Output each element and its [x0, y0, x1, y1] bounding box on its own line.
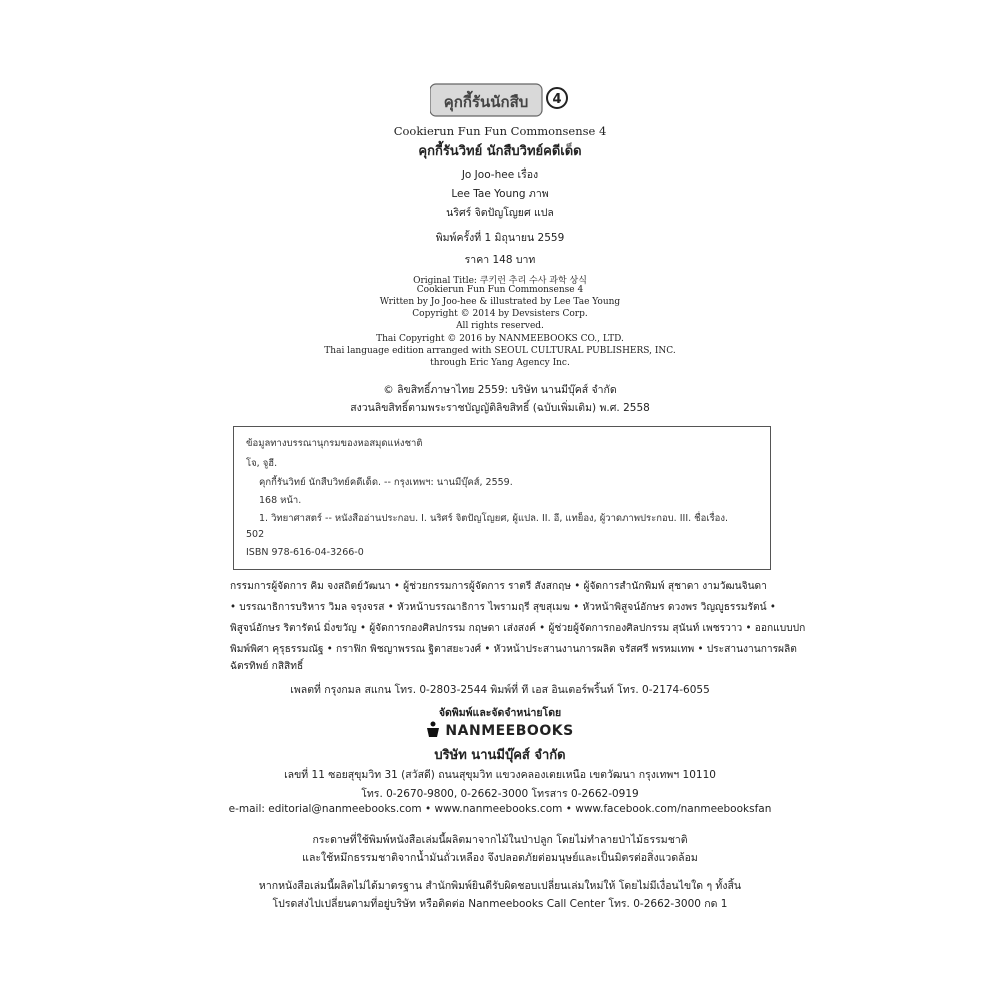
cip-pages: 168 หน้า. [259, 495, 302, 506]
original-series: Cookierun Fun Fun Commonsense 4 [416, 285, 584, 295]
cip-box [233, 426, 771, 570]
price: ราคา 148 บาท [464, 254, 536, 266]
thai-copyright: Thai Copyright © 2016 by NANMEEBOOKS CO., LTD. [376, 334, 624, 344]
distributor-label: จัดพิมพ์และจัดจำหน่ายโดย [438, 707, 562, 719]
cookierun-logo [430, 76, 570, 120]
rights-reserved: All rights reserved. [456, 321, 544, 331]
cip-author: โจ, จูฮี. [246, 458, 278, 469]
nanmeebooks-logo [0, 720, 1000, 740]
original-copyright: Copyright © 2014 by Devsisters Corp. [412, 309, 588, 319]
staff-line: • บรรณาธิการบริหาร วิมล จรุงจรส • หัวหน้าบรรณาธิการ ไพรามฤรี สุขสุเมฆ • หัวหน้าพิสูจน์อักษร ดวงพร วิญญูธรรมรัตน์ • [230, 602, 776, 613]
brand-name: NANMEEBOOKS [445, 723, 574, 739]
nanmeebooks-mark-icon [426, 721, 440, 737]
company-web: e-mail: editorial@nanmeebooks.com • www.nanmeebooks.com • www.facebook.com/nanmeebooksfan [228, 803, 772, 815]
thai-edition: Thai language edition arranged with SEOUL CULTURAL PUBLISHERS, INC. [324, 346, 676, 356]
book-title-th: คุกกี้รันวิทย์ นักสืบวิทย์คดีเด็ด [418, 144, 582, 159]
staff-line: กรรมการผู้จัดการ คิม จงสถิตย์วัฒนา • ผู้ช่วยกรรมการผู้จัดการ ราตรี สังสกฤษ • ผู้จัดการสำนักพิมพ์ สุชาดา งามวัฒนจินดา [230, 581, 767, 592]
company-name: บริษัท นานมีบุ๊คส์ จำกัด [434, 748, 566, 763]
logo-text: คุกกี้รันนักสืบ [443, 93, 529, 111]
paper-note-1: กระดาษที่ใช้พิมพ์หนังสือเล่มนี้ผลิตมาจากไม้ในป่าปลูก โดยไม่ทำลายป่าไม้ธรรมชาติ [312, 834, 688, 846]
defect-note-2: โปรดส่งไปเปลี่ยนตามที่อยู่บริษัท หรือติดต่อ Nanmeebooks Call Center โทร. 0-2662-3000 กด 1 [272, 898, 728, 910]
cip-heading: ข้อมูลทางบรรณานุกรมของหอสมุดแห่งชาติ [246, 438, 423, 449]
series-title-en: Cookierun Fun Fun Commonsense 4 [393, 124, 607, 138]
volume-number: 4 [552, 92, 562, 107]
original-title: Original Title: 쿠키런 추리 수사 과학 상식 [413, 276, 587, 286]
copyright-th-2: สงวนลิขสิทธิ์ตามพระราชบัญญัติลิขสิทธิ์ (ฉบับเพิ่มเติม) พ.ศ. 2558 [350, 402, 650, 414]
company-address: เลขที่ 11 ซอยสุขุมวิท 31 (สวัสดี) ถนนสุขุมวิท แขวงคลองเตยเหนือ เขตวัฒนา กรุงเทพฯ 10110 [284, 769, 716, 781]
staff-line: พิมพ์พิศา คุรุธรรมณัฐ • กราฟิก พิชญาพรรณ ฐิตาสยะวงศ์ • หัวหน้าประสานงานการผลิต จรัสศรี พรหมเทพ • ประสานงานการผลิต [230, 644, 797, 655]
copyright-th-1: © ลิขสิทธิ์ภาษาไทย 2559: บริษัท นานมีบุ๊คส์ จำกัด [383, 384, 617, 396]
translator-credit: นริศร์ จิตปัญโญยศ แปล [446, 207, 554, 219]
agency: through Eric Yang Agency Inc. [430, 358, 570, 368]
cip-title: คุกกี้รันวิทย์ นักสืบวิทย์คดีเด็ด. -- กรุงเทพฯ: นานมีบุ๊คส์, 2559. [259, 477, 513, 488]
printers-info: เพลตที่ กรุงกมล สแกน โทร. 0-2803-2544 พิมพ์ที่ ที เอส อินเตอร์พริ้นท์ โทร. 0-2174-6055 [290, 684, 710, 696]
staff-line: พิสูจน์อักษร ริตารัตน์ มิ่งขวัญ • ผู้จัดการกองศิลปกรรม กฤษดา เส่งสงค์ • ผู้ช่วยผู้จัดการกองศิลปกรรม สุนันท์ เพชรวาว • ออกแบบปก [230, 623, 806, 634]
paper-note-2: และใช้หมึกธรรมชาติจากน้ำมันถั่วเหลือง จึงปลอดภัยต่อมนุษย์และเป็นมิตรต่อสิ่งแวดล้อม [302, 852, 698, 864]
cip-subjects: 1. วิทยาศาสตร์ -- หนังสืออ่านประกอบ. I. นริศร์ จิตปัญโญยศ, ผู้แปล. II. อี, แทย็อง, ผู้วาดภาพประกอบ. III. ชื่อเรื่อง. [259, 513, 729, 524]
print-edition: พิมพ์ครั้งที่ 1 มิถุนายน 2559 [435, 232, 565, 244]
original-authors: Written by Jo Joo-hee & illustrated by Lee Tae Young [379, 297, 621, 307]
cip-class: 502 [246, 529, 265, 540]
illustrator-credit: Lee Tae Young ภาพ [451, 188, 549, 200]
defect-note-1: หากหนังสือเล่มนี้ผลิตไม่ได้มาตรฐาน สำนักพิมพ์ยินดีรับผิดชอบเปลี่ยนเล่มใหม่ให้ โดยไม่มีเงื่อนไขใด ๆ ทั้งสิ้น [258, 880, 742, 892]
staff-line: ฉัตรทิพย์ กสิสิทธิ์ [230, 661, 304, 672]
author-credit: Jo Joo-hee เรื่อง [461, 169, 539, 181]
cip-isbn: ISBN 978-616-04-3266-0 [246, 547, 364, 558]
company-phone: โทร. 0-2670-9800, 0-2662-3000 โทรสาร 0-2662-0919 [361, 788, 639, 800]
